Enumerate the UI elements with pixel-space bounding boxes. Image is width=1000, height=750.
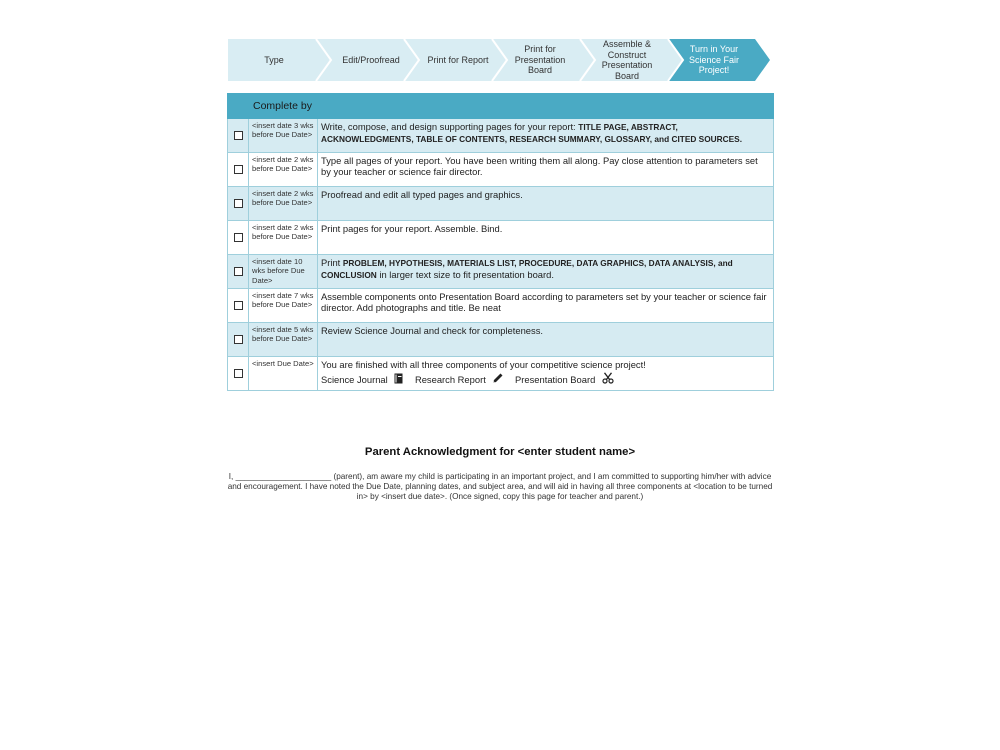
due-date: <insert date 7 wks before Due Date> xyxy=(249,289,318,323)
journal-icon xyxy=(394,373,403,384)
task-description: Proofread and edit all typed pages and graphics. xyxy=(318,187,774,221)
pencil-icon xyxy=(492,373,503,384)
task-checkbox[interactable] xyxy=(234,131,243,140)
step-edit-proofread: Edit/Proofread xyxy=(342,54,400,65)
step-assemble-board: Assemble & Construct Presentation Board xyxy=(601,39,653,81)
task-description: Print pages for your report. Assemble. Bind. xyxy=(318,221,774,255)
task-checkbox[interactable] xyxy=(234,369,243,378)
due-date: <insert date 5 wks before Due Date> xyxy=(249,323,318,357)
task-checkbox[interactable] xyxy=(234,233,243,242)
step-type: Type xyxy=(264,54,284,65)
table-row xyxy=(228,323,774,357)
header-checkbox-cell xyxy=(228,94,249,119)
due-date: <insert Due Date> xyxy=(249,357,318,391)
checklist-header-row xyxy=(228,94,774,119)
component-presentation-board: Presentation Board xyxy=(515,372,614,385)
header-complete-by: Complete by xyxy=(249,94,318,119)
component-research-report: Research Report xyxy=(415,373,503,385)
component-science-journal: Science Journal xyxy=(321,373,403,385)
header-task xyxy=(318,94,774,119)
table-row xyxy=(228,289,774,323)
table-row xyxy=(228,187,774,221)
table-row xyxy=(228,153,774,187)
step-turn-in: Turn in Your Science Fair Project! xyxy=(688,44,740,76)
task-description: Review Science Journal and check for completeness. xyxy=(318,323,774,357)
task-checkbox[interactable] xyxy=(234,335,243,344)
due-date: <insert date 2 wks before Due Date> xyxy=(249,187,318,221)
task-description xyxy=(318,357,774,391)
task-description: Write, compose, and design supporting pages for your report: TITLE PAGE, ABSTRACT, ACKNOWLEDGMENTS, TABLE OF CONTENTS, RESEARCH SUMMARY, GLOSSARY, and CITED SOURCES. xyxy=(318,119,774,153)
acknowledgment-body: I, _____________________ (parent), am aware my child is participating in an important project, and I am committed to supporting him/her with advice and encouragement. I have noted the Due Date, planning dates, and subject area, and will aid in having all three components at <location to be turned in> by <insert due date>. (Once signed, copy this page for teacher and parent.) xyxy=(227,472,773,502)
acknowledgment-title: Parent Acknowledgment for <enter student name> xyxy=(364,446,636,458)
due-date: <insert date 10 wks before Due Date> xyxy=(249,255,318,289)
task-description: Type all pages of your report. You have been writing them all along. Pay close attention to parameters set by your teacher or science fair director. xyxy=(318,153,774,187)
task-checkbox[interactable] xyxy=(234,301,243,310)
scissors-icon xyxy=(602,372,614,384)
task-description: Print PROBLEM, HYPOTHESIS, MATERIALS LIST, PROCEDURE, DATA GRAPHICS, DATA ANALYSIS, and CONCLUSION in larger text size to fit presentation board. xyxy=(318,255,774,289)
table-row-final xyxy=(228,357,774,391)
task-checkbox[interactable] xyxy=(234,165,243,174)
table-row xyxy=(228,119,774,153)
task-description: Assemble components onto Presentation Board according to parameters set by your teacher or science fair director. Add photographs and title. Be neat xyxy=(318,289,774,323)
checklist-table xyxy=(227,93,774,391)
process-steps xyxy=(228,39,770,81)
step-print-for-report: Print for Report xyxy=(427,54,489,65)
components-list xyxy=(321,372,770,385)
due-date: <insert date 3 wks before Due Date> xyxy=(249,119,318,153)
final-message: You are finished with all three components of your competitive science project! xyxy=(321,359,646,370)
due-date: <insert date 2 wks before Due Date> xyxy=(249,221,318,255)
task-checkbox[interactable] xyxy=(234,267,243,276)
task-checkbox[interactable] xyxy=(234,199,243,208)
due-date: <insert date 2 wks before Due Date> xyxy=(249,153,318,187)
table-row xyxy=(228,255,774,289)
table-row xyxy=(228,221,774,255)
step-print-for-presentation-board: Print for Presentation Board xyxy=(514,44,566,76)
